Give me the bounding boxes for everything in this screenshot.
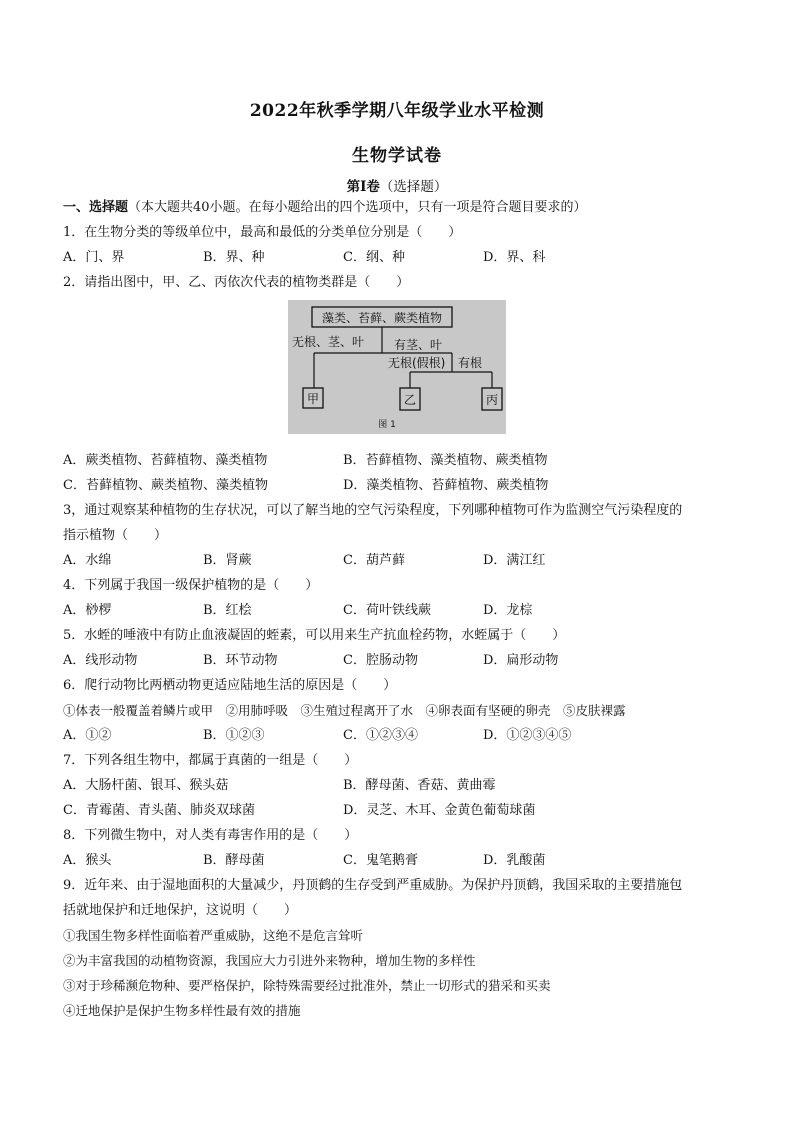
volume-type: （选择题） <box>379 179 448 195</box>
section-label: 一、选择题 <box>63 200 129 215</box>
q9-statement-4: ④迁地保护是保护生物多样性最有效的措施 <box>63 1003 301 1018</box>
q1-stem: 1．在生物分类的等级单位中，最高和最低的分类单位分别是（ ） <box>63 225 462 240</box>
q8-option-a[interactable]: A．猴头 <box>63 853 112 868</box>
q6-stem: 6．爬行动物比两栖动物更适应陆地生活的原因是（ ） <box>63 678 397 693</box>
q4-option-a[interactable]: A．桫椤 <box>63 603 112 618</box>
q2-option-c[interactable]: C．苔藓植物、蕨类植物、藻类植物 <box>63 478 268 493</box>
q3-option-a[interactable]: A．水绵 <box>63 553 112 568</box>
q3-option-d[interactable]: D．满江红 <box>483 553 546 568</box>
q9-statement-2: ②为丰富我国的动植物资源，我国应大力引进外来物种，增加生物的多样性 <box>63 953 476 968</box>
q8-option-b[interactable]: B．酵母菌 <box>203 853 265 868</box>
figure-label-bing: 丙 <box>485 393 499 407</box>
q4-stem: 4．下列属于我国一级保护植物的是（ ） <box>63 578 319 593</box>
figure-top-label: 藻类、苔藓、蕨类植物 <box>321 311 443 325</box>
section-heading <box>63 199 743 217</box>
figure-label-jia: 甲 <box>306 392 320 406</box>
figure-no-root-label: 无根(假根) <box>388 356 446 370</box>
figure-right-branch-label: 有茎、叶 <box>394 338 443 352</box>
q2-option-a[interactable]: A．蕨类植物、苔藓植物、藻类植物 <box>63 453 268 468</box>
q2-option-d[interactable]: D．藻类植物、苔藓植物、蕨类植物 <box>343 478 549 493</box>
q3-stem-line2: 指示植物（ ） <box>63 528 168 543</box>
q7-stem: 7．下列各组生物中，都属于真菌的一组是（ ） <box>63 753 358 768</box>
volume-heading <box>0 175 794 195</box>
q1-option-b[interactable]: B．界、种 <box>203 250 265 265</box>
q8-stem: 8．下列微生物中，对人类有毒害作用的是（ ） <box>63 828 358 843</box>
q5-option-b[interactable]: B．环节动物 <box>203 653 278 668</box>
volume-label: 第Ⅰ卷 <box>346 179 380 195</box>
q5-option-d[interactable]: D．扁形动物 <box>483 653 559 668</box>
exam-subtitle: 生物学试卷 <box>352 146 442 166</box>
q1-option-d[interactable]: D．界、科 <box>483 250 546 265</box>
q8-option-c[interactable]: C．鬼笔鹅膏 <box>343 853 418 868</box>
q1-option-a[interactable]: A．门、界 <box>63 250 125 265</box>
q6-option-a[interactable]: A．①② <box>63 728 112 743</box>
q9-statement-1: ①我国生物多样性面临着严重威胁，这绝不是危言耸听 <box>63 928 364 943</box>
q4-option-c[interactable]: C．荷叶铁线蕨 <box>343 603 431 618</box>
q9-statement-3: ③对于珍稀濒危物种、要严格保护，除特殊需要经过批准外，禁止一切形式的猎采和买卖 <box>63 978 551 993</box>
q6-option-b[interactable]: B．①②③ <box>203 728 265 743</box>
q7-option-c[interactable]: C．青霉菌、青头菌、肺炎双球菌 <box>63 803 255 818</box>
q9-stem-line1: 9．近年来、由于湿地面积的大量减少，丹顶鹤的生存受到严重威胁。为保护丹顶鹤，我国采取的主要措施包 <box>63 878 683 893</box>
q5-option-c[interactable]: C．腔肠动物 <box>343 653 418 668</box>
q4-option-d[interactable]: D．龙棕 <box>483 603 533 618</box>
q9-stem-line2: 括就地保护和迁地保护，这说明（ ） <box>63 903 298 918</box>
plant-classification-figure <box>288 300 506 434</box>
q8-option-d[interactable]: D．乳酸菌 <box>483 853 546 868</box>
q7-option-b[interactable]: B．酵母菌、香菇、黄曲霉 <box>343 778 496 793</box>
figure-caption: 图 1 <box>378 420 396 430</box>
figure-label-yi: 乙 <box>403 393 417 407</box>
q5-option-a[interactable]: A．线形动物 <box>63 653 138 668</box>
q2-stem: 2．请指出图中，甲、乙、丙依次代表的植物类群是（ ） <box>63 275 410 290</box>
exam-title: 2022年秋季学期八年级学业水平检测 <box>249 101 545 121</box>
q7-option-d[interactable]: D．灵芝、木耳、金黄色葡萄球菌 <box>343 803 536 818</box>
q5-stem: 5．水蛭的唾液中有防止血液凝固的蛭素，可以用来生产抗血栓药物，水蛭属于（ ） <box>63 628 566 643</box>
q3-option-b[interactable]: B．肾蕨 <box>203 553 252 568</box>
q3-stem-line1: 3，通过观察某种植物的生存状况，可以了解当地的空气污染程度，下列哪种植物可作为监测空气污染程度的 <box>63 503 683 518</box>
q6-option-c[interactable]: C．①②③④ <box>343 728 418 743</box>
q2-option-b[interactable]: B．苔藓植物、藻类植物、蕨类植物 <box>343 453 548 468</box>
q7-option-a[interactable]: A．大肠杆菌、银耳、猴头菇 <box>63 778 229 793</box>
q1-option-c[interactable]: C．纲、种 <box>343 250 405 265</box>
q6-statements: ①体表一般覆盖着鳞片或甲 ②用肺呼吸 ③生殖过程离开了水 ④卵表面有坚硬的卵壳 ⑤皮肤裸露 <box>63 703 626 718</box>
figure-diagram <box>288 300 506 434</box>
figure-left-branch-label: 无根、茎、叶 <box>292 335 365 349</box>
q4-option-b[interactable]: B．红桧 <box>203 603 252 618</box>
q6-option-d[interactable]: D．①②③④⑤ <box>483 728 572 743</box>
section-instructions: （本大题共40小题。在每小题给出的四个选项中，只有一项是符合题目要求的） <box>128 200 587 215</box>
q3-option-c[interactable]: C．葫芦藓 <box>343 553 405 568</box>
figure-has-root-label: 有根 <box>458 356 483 370</box>
